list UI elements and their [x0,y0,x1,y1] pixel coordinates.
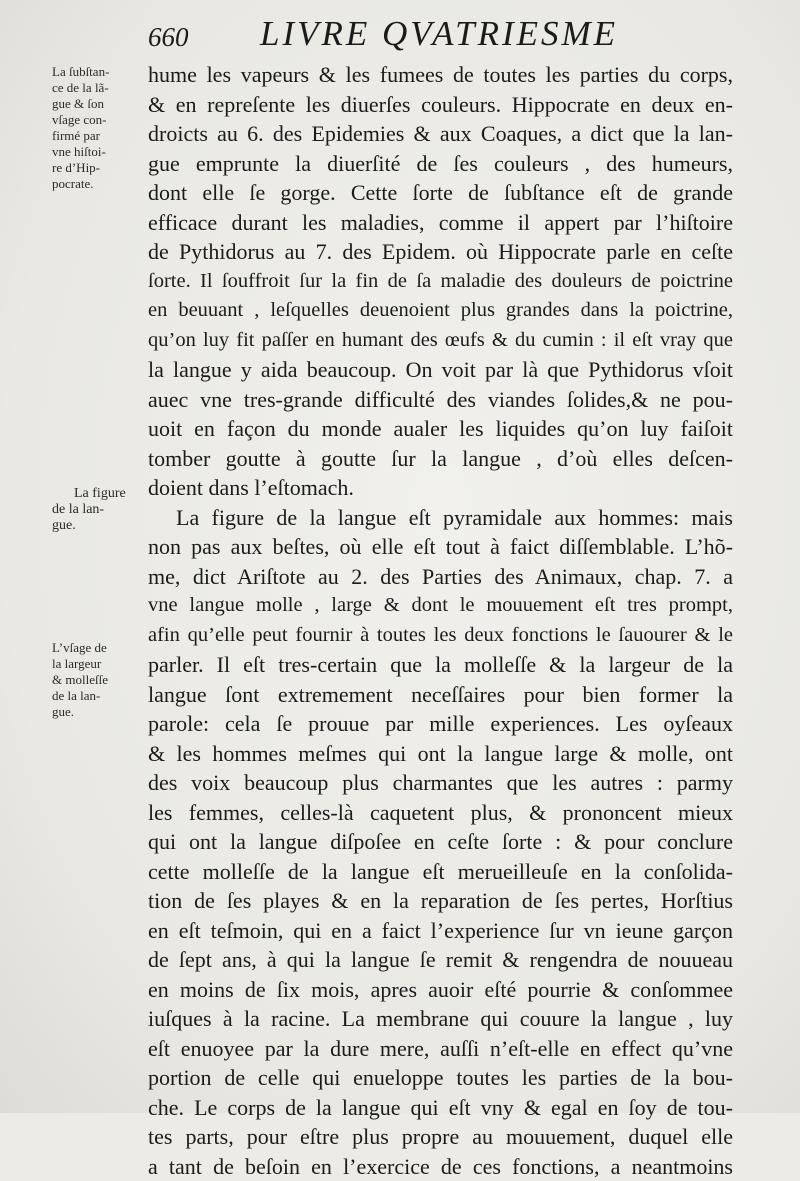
text-line: parole: cela ſe prouue par mille experiences. Les oyſeaux [148,709,733,739]
note-line: de la lan- [52,502,144,518]
text-line: ſorte. Il ſouffroit ſur la fin de ſa maladie des douleurs de poictrine [148,267,733,297]
text-line: de ſept ans, à qui la langue ſe remit & rengendra de nouueau [148,945,733,975]
running-title: LIVRE QVATRIESME [260,14,618,54]
paragraph-start-line: La figure de la langue eſt pyramidale aux hommes: mais [148,503,733,533]
note-line: pocrate. [52,176,144,192]
margin-note-substance [52,64,144,192]
text-line: iuſques à la racine. La membrane qui couure la langue , luy [148,1004,733,1034]
text-line: de Pythidorus au 7. des Epidem. où Hippocrate parle en ceſte [148,237,733,267]
text-line: eſt enuoyee par la dure mere, auſſi n’eſt-elle en effect qu’vne [148,1034,733,1064]
page-header [0,14,800,58]
note-line: & molleſſe [52,672,144,688]
margin-note-usage [52,640,144,720]
text-line: qu’on luy fit paſſer en humant des œufs & du cumin : il eſt vray que [148,326,733,356]
note-line: la largeur [52,656,144,672]
text-line: en beuuant , leſquelles deuenoient plus grandes dans la poictrine, [148,296,733,326]
text-line: hume les vapeurs & les fumees de toutes les parties du corps, [148,60,733,90]
text-line: langue ſont extremement neceſſaires pour bien former la [148,680,733,710]
text-line: en eſt teſmoin, qui en a faict l’experience ſur vn ieune garçon [148,916,733,946]
text-line: parler. Il eſt tres-certain que la molleſſe & la largeur de la [148,650,733,680]
text-line: portion de celle qui enueloppe toutes les parties de la bou- [148,1063,733,1093]
text-line: la langue y aida beaucoup. On voit par là que Pythidorus vſoit [148,355,733,385]
text-line: uoit en façon du monde aualer les liquides qu’on luy faiſoit [148,414,733,444]
note-line: L’vſage de [52,640,144,656]
note-line: firmé par [52,128,144,144]
note-line: vne hiſtoi- [52,144,144,160]
note-line: ce de la lã- [52,80,144,96]
note-line: de la lan- [52,688,144,704]
text-line: & en repreſente les diuerſes couleurs. Hippocrate en deux en- [148,90,733,120]
text-line: en moins de ſix mois, apres auoir eſté pourrie & conſommee [148,975,733,1005]
text-line: tomber goutte à goutte ſur la langue , d’où elles deſcen- [148,444,733,474]
text-line: me, dict Ariſtote au 2. des Parties des Animaux, chap. 7. a [148,562,733,592]
text-line: non pas aux beſtes, où elle eſt tout à faict diſſemblable. L’hõ- [148,532,733,562]
page-number: 660 [148,22,189,53]
note-line: gue. [52,518,144,534]
note-line: vſage con- [52,112,144,128]
text-line: che. Le corps de la langue qui eſt vny & egal en ſoy de tou- [148,1093,733,1123]
text-line: cette molleſſe de la langue eſt merueilleuſe en la conſolida- [148,857,733,887]
text-line: afin qu’elle peut fournir à toutes les deux fonctions le ſauourer & le [148,621,733,651]
text-line: & les hommes meſmes qui ont la langue large & molle, ont [148,739,733,769]
text-line: qui ont la langue diſpoſee en ceſte ſorte : & pour conclure [148,827,733,857]
note-line: gue & ſon [52,96,144,112]
note-line: La figure [52,486,144,502]
text-line: auec vne tres-grande difficulté des viandes ſolides,& ne pou- [148,385,733,415]
text-line: vne langue molle , large & dont le mouuement eſt tres prompt, [148,591,733,621]
text-line: gue emprunte la diuerſité de ſes couleurs , des humeurs, [148,149,733,179]
text-line: a tant de beſoin en l’exercice de ces fonctions, a neantmoins [148,1152,733,1181]
note-line: re d’Hip- [52,160,144,176]
text-line: les femmes, celles-là caquetent plus, & prononcent mieux [148,798,733,828]
text-line: droicts au 6. des Epidemies & aux Coaques, a dict que la lan- [148,119,733,149]
text-line: tion de ſes playes & en la reparation de ſes pertes, Horſtius [148,886,733,916]
note-line: La ſubſtan- [52,64,144,80]
text-line: doient dans l’eſtomach. [148,473,733,503]
body-text [148,60,733,1181]
text-line: tes parts, pour eſtre plus propre au mouuement, duquel elle [148,1122,733,1152]
text-line: des voix beaucoup plus charmantes que les autres : parmy [148,768,733,798]
text-line: dont elle ſe gorge. Cette ſorte de ſubſtance eſt de grande [148,178,733,208]
note-line: gue. [52,704,144,720]
text-line: efficace durant les maladies, comme il appert par l’hiſtoire [148,208,733,238]
margin-note-figure [52,486,144,534]
